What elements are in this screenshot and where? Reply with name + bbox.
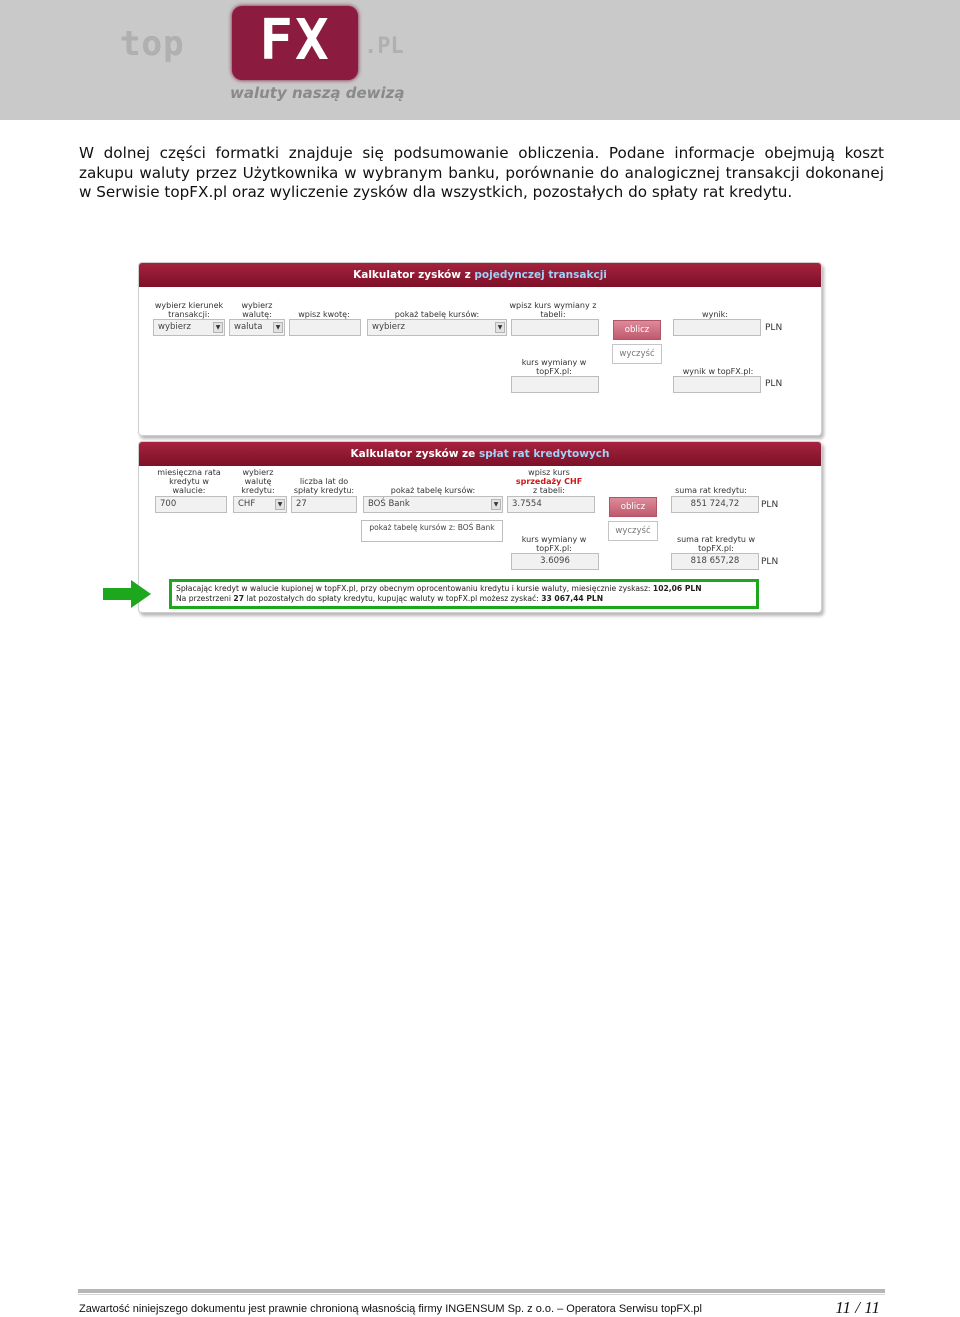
calc-single-transaction-panel [138, 262, 822, 436]
label-kurs: wpisz kurs wymiany z tabeli: [509, 301, 597, 319]
select-waluta-kredytu[interactable] [233, 496, 287, 513]
summary-line-2-years: 27 [233, 594, 244, 603]
footer-rule-thin [78, 1294, 885, 1295]
oblicz-button[interactable]: oblicz [613, 320, 661, 340]
calc-loan-title [139, 442, 821, 466]
select-tabela-value: wybierz [372, 322, 405, 332]
logo-word-top: top [120, 24, 185, 64]
logo-word-fx: FX [259, 8, 331, 73]
label-kurs-post: z tabeli: [533, 486, 565, 495]
input-lata[interactable]: 27 [291, 496, 357, 513]
label-waluta-kredytu: wybierz walutę kredytu: [241, 468, 275, 495]
label-tabela: pokaż tabelę kursów: [390, 486, 476, 495]
label-kurs-topfx: kurs wymiany w topFX.pl: [521, 535, 587, 553]
calc-loan-title-accent: spłat rat kredytowych [478, 448, 610, 460]
calc-single-title-accent: pojedynczej transakcji [474, 269, 607, 281]
summary-line-1-text: Spłacając kredyt w walucie kupionej w topFX.pl, przy obecnym oprocentowaniu kredytu i kursie waluty, miesięcznie zyskasz: [176, 584, 653, 593]
summary-box [169, 579, 759, 609]
topfx-logo [120, 6, 420, 106]
page-number: 11 / 11 [835, 1298, 880, 1317]
summary-line-2-value: 33 067,44 PLN [541, 594, 604, 603]
logo-word-pl: .PL [364, 34, 404, 59]
oblicz-button[interactable]: oblicz [609, 497, 657, 517]
output-suma: 851 724,72 [671, 496, 759, 513]
chevron-down-icon: ▼ [273, 322, 283, 333]
summary-line-1-value: 102,06 PLN [652, 584, 702, 593]
output-suma-topfx: 818 657,28 [671, 553, 759, 570]
label-kwota: wpisz kwotę: [298, 310, 350, 319]
chevron-down-icon: ▼ [213, 322, 223, 333]
output-kurs-topfx: 3.6096 [511, 553, 599, 570]
wyczysc-button[interactable]: wyczyść [612, 344, 662, 364]
label-wynik-topfx: wynik w topFX.pl: [682, 367, 754, 376]
unit-pln: PLN [765, 379, 783, 389]
label-suma-topfx: suma rat kredytu w topFX.pl: [676, 535, 756, 553]
logo-fx-box [232, 6, 358, 80]
chevron-down-icon: ▼ [275, 499, 285, 510]
input-rata[interactable]: 700 [155, 496, 227, 513]
label-kurs-red: sprzedaży CHF [515, 477, 583, 486]
tabela-kursow-z-box: pokaż tabelę kursów z: BOŚ Bank [361, 520, 503, 542]
calc-single-title-main: Kalkulator zysków z [353, 269, 475, 281]
label-lata: liczba lat do spłaty kredytu: [293, 477, 355, 495]
label-kurs-sprzedazy [505, 468, 593, 495]
calc-single-title [139, 263, 821, 287]
intro-paragraph: W dolnej części formatki znajduje się podsumowanie obliczenia. Podane informacje obejmują koszt zakupu waluty przez Użytkownika w wybranym banku, porównanie do analogicznej transakcji dokonanej w Serwisie topFX.pl oraz wyliczenie zysków dla wszystkich, pozostałych do spłaty rat kredytu. [79, 144, 884, 202]
label-wynik: wynik: [702, 310, 728, 319]
select-kierunek[interactable] [153, 319, 225, 336]
select-waluta-kredytu-value: CHF [238, 499, 256, 509]
label-waluta: wybierz walutę: [241, 301, 273, 319]
input-kwota[interactable] [289, 319, 361, 336]
select-kierunek-value: wybierz [158, 322, 191, 332]
select-waluta[interactable] [229, 319, 285, 336]
summary-line-1 [176, 584, 752, 594]
unit-pln: PLN [761, 500, 779, 510]
input-kurs-sprzedazy[interactable]: 3.7554 [507, 496, 595, 513]
footer-rule [78, 1289, 885, 1293]
logo-tagline: waluty naszą dewizą [230, 84, 405, 102]
input-kurs[interactable] [511, 319, 599, 336]
select-tabela[interactable] [363, 496, 503, 513]
label-kurs-topfx: kurs wymiany w topFX.pl: [521, 358, 587, 376]
select-tabela[interactable] [367, 319, 507, 336]
header-band [0, 0, 960, 120]
wyczysc-button[interactable]: wyczyść [608, 521, 658, 541]
label-rata: miesięczna rata kredytu w walucie: [157, 468, 221, 495]
output-wynik-topfx [673, 376, 761, 393]
output-kurs-topfx [511, 376, 599, 393]
label-kurs-pre: wpisz kurs [528, 468, 570, 477]
chevron-down-icon: ▼ [495, 322, 505, 333]
chevron-down-icon: ▼ [491, 499, 501, 510]
calc-loan-title-main: Kalkulator zysków ze [350, 448, 479, 460]
summary-line-2 [176, 594, 752, 604]
select-waluta-value: waluta [234, 322, 263, 332]
summary-line-2-pre: Na przestrzeni [176, 594, 234, 603]
label-suma: suma rat kredytu: [675, 486, 747, 495]
output-wynik [673, 319, 761, 336]
label-tabela: pokaż tabelę kursów: [394, 310, 480, 319]
footer-copyright: Zawartość niniejszego dokumentu jest prawnie chronioną własnością firmy INGENSUM Sp. z o.o. – Operatora Serwisu topFX.pl [79, 1303, 702, 1315]
calc-loan-panel [138, 441, 822, 613]
unit-pln: PLN [761, 557, 779, 567]
unit-pln: PLN [765, 323, 783, 333]
label-kierunek: wybierz kierunek transakcji: [154, 301, 224, 319]
summary-line-2-mid: lat pozostałych do spłaty kredytu, kupując waluty w topFX.pl możesz zyskać: [243, 594, 542, 603]
select-tabela-value: BOŚ Bank [368, 499, 410, 509]
arrow-right-icon [103, 580, 151, 608]
